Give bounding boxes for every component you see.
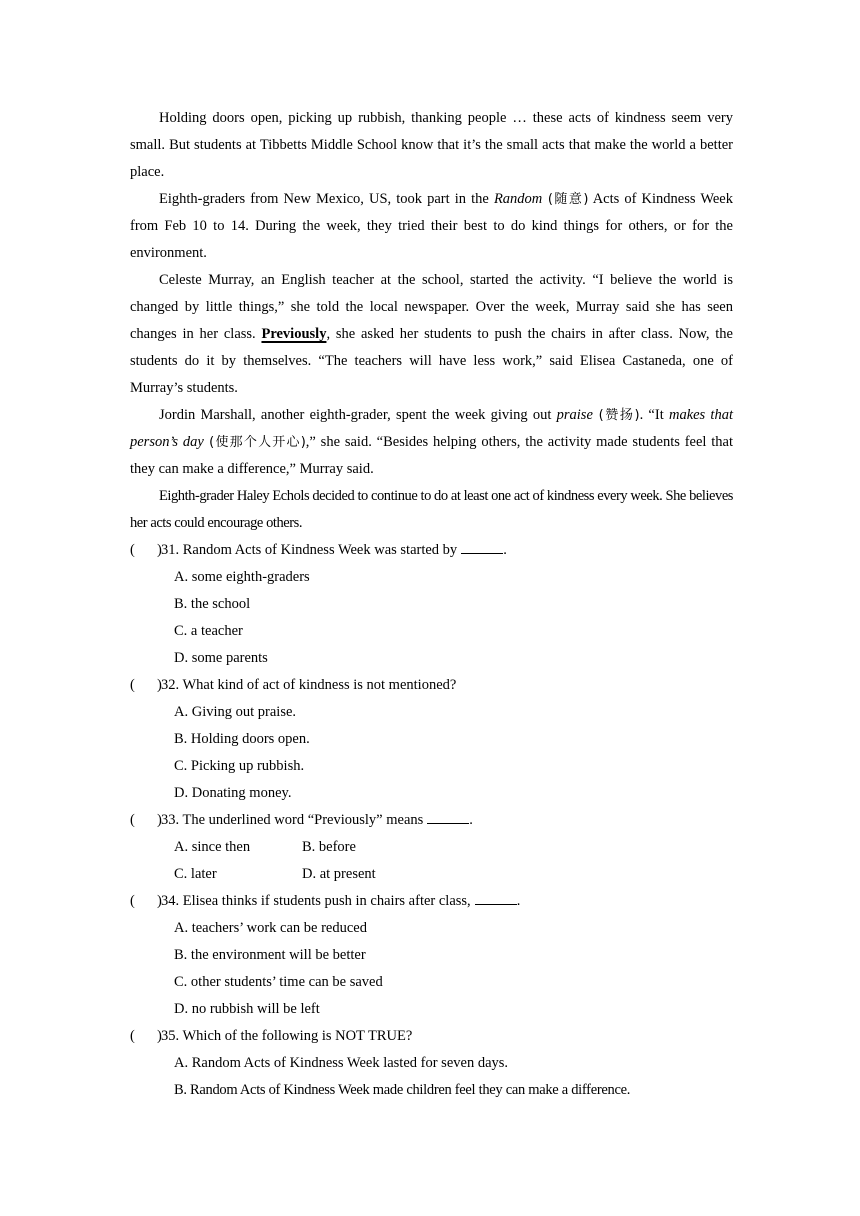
question-text: 35. Which of the following is NOT TRUE? bbox=[161, 1028, 413, 1044]
option-c: C. other students’ time can be saved bbox=[174, 974, 383, 990]
option-b: B. Random Acts of Kindness Week made children feel they can make a difference. bbox=[174, 1082, 631, 1098]
answer-paren-close: ) bbox=[157, 1028, 162, 1044]
italic-word-praise: praise bbox=[556, 407, 593, 423]
question-34: ( ) 34. Elisea thinks if students push in chairs after class, . bbox=[130, 888, 750, 915]
question-list bbox=[130, 537, 750, 1104]
question-31: ( ) 31. Random Acts of Kindness Week was started by . bbox=[130, 537, 750, 564]
question-35 bbox=[130, 1023, 750, 1050]
question-text: 34. Elisea thinks if students push in chairs after class, bbox=[161, 893, 471, 909]
passage-paragraph-3: Celeste Murray, an English teacher at the school, started the activity. “I believe the world is changed by little things,” she told the local newspaper. Over the week, Murray said she has seen changes in her class. Previously, she asked her students to push the chairs in after class. Now, the students do it by themselves. “The teachers will have less work,” said Elisea Castaneda, one of Murray’s students. bbox=[130, 272, 733, 396]
answer-paren-close: ) bbox=[157, 542, 162, 558]
option-row bbox=[130, 861, 750, 888]
chinese-gloss: (赞扬) bbox=[592, 408, 640, 423]
option-a: A. since then bbox=[174, 839, 251, 855]
option-b: B. before bbox=[302, 839, 356, 855]
answer-blank bbox=[427, 809, 469, 824]
option-c: C. a teacher bbox=[174, 623, 243, 639]
option-a: A. Giving out praise. bbox=[174, 704, 297, 720]
option-row bbox=[130, 834, 750, 861]
question-text: 33. The underlined word “Previously” means bbox=[161, 812, 424, 828]
option-d: D. at present bbox=[302, 866, 376, 882]
option-a: A. Random Acts of Kindness Week lasted for seven days. bbox=[174, 1055, 509, 1071]
answer-paren-open: ( bbox=[130, 893, 135, 909]
option-a: A. teachers’ work can be reduced bbox=[174, 920, 367, 936]
option-a: A. some eighth-graders bbox=[174, 569, 310, 585]
italic-phrase: makes that person’s day bbox=[130, 407, 733, 450]
option-d: D. some parents bbox=[174, 650, 268, 666]
option-b: B. the school bbox=[174, 596, 251, 612]
option-d: D. no rubbish will be left bbox=[174, 1001, 320, 1017]
option-b: B. the environment will be better bbox=[174, 947, 366, 963]
passage-paragraph-1: Holding doors open, picking up rubbish, thanking people … these acts of kindness seem very small. But students at Tibbetts Middle School know that it’s the small acts that make the world a better place. bbox=[130, 110, 733, 180]
underlined-word-previously: Previously bbox=[261, 326, 327, 342]
question-text: 32. What kind of act of kindness is not mentioned? bbox=[161, 677, 457, 693]
question-33: ( ) 33. The underlined word “Previously” means . bbox=[130, 807, 750, 834]
answer-blank bbox=[475, 890, 517, 905]
question-text: 31. Random Acts of Kindness Week was started by bbox=[161, 542, 458, 558]
answer-paren-close: ) bbox=[157, 812, 162, 828]
answer-paren-open: ( bbox=[130, 542, 135, 558]
option-d: D. Donating money. bbox=[174, 785, 292, 801]
answer-paren-close: ) bbox=[157, 677, 162, 693]
question-32 bbox=[130, 672, 750, 699]
option-c: C. later bbox=[174, 866, 217, 882]
answer-paren-close: ) bbox=[157, 893, 162, 909]
answer-paren-open: ( bbox=[130, 677, 135, 693]
option-b: B. Holding doors open. bbox=[174, 731, 310, 747]
answer-paren-open: ( bbox=[130, 1028, 135, 1044]
passage-paragraph-5: Eighth-grader Haley Echols decided to continue to do at least one act of kindness every week. She believes her acts could encourage others. bbox=[130, 488, 733, 531]
chinese-gloss: (随意) bbox=[542, 192, 589, 207]
passage-paragraph-4: Jordin Marshall, another eighth-grader, spent the week giving out praise (赞扬). “It makes that person’s day (使那个人开心),” she said. “Besides helping others, the activity made students feel that they can make a difference,” Murray said. bbox=[130, 407, 733, 477]
chinese-gloss: (使那个人开心) bbox=[203, 435, 306, 450]
answer-blank bbox=[461, 539, 503, 554]
reading-passage bbox=[130, 105, 733, 537]
italic-word-random: Random bbox=[493, 191, 543, 207]
answer-paren-open: ( bbox=[130, 812, 135, 828]
option-c: C. Picking up rubbish. bbox=[174, 758, 305, 774]
passage-paragraph-2: Eighth-graders from New Mexico, US, took part in the Random (随意) Acts of Kindness Week from Feb 10 to 14. During the week, they tried their best to do kind things for others, or for the environment. bbox=[130, 191, 733, 261]
